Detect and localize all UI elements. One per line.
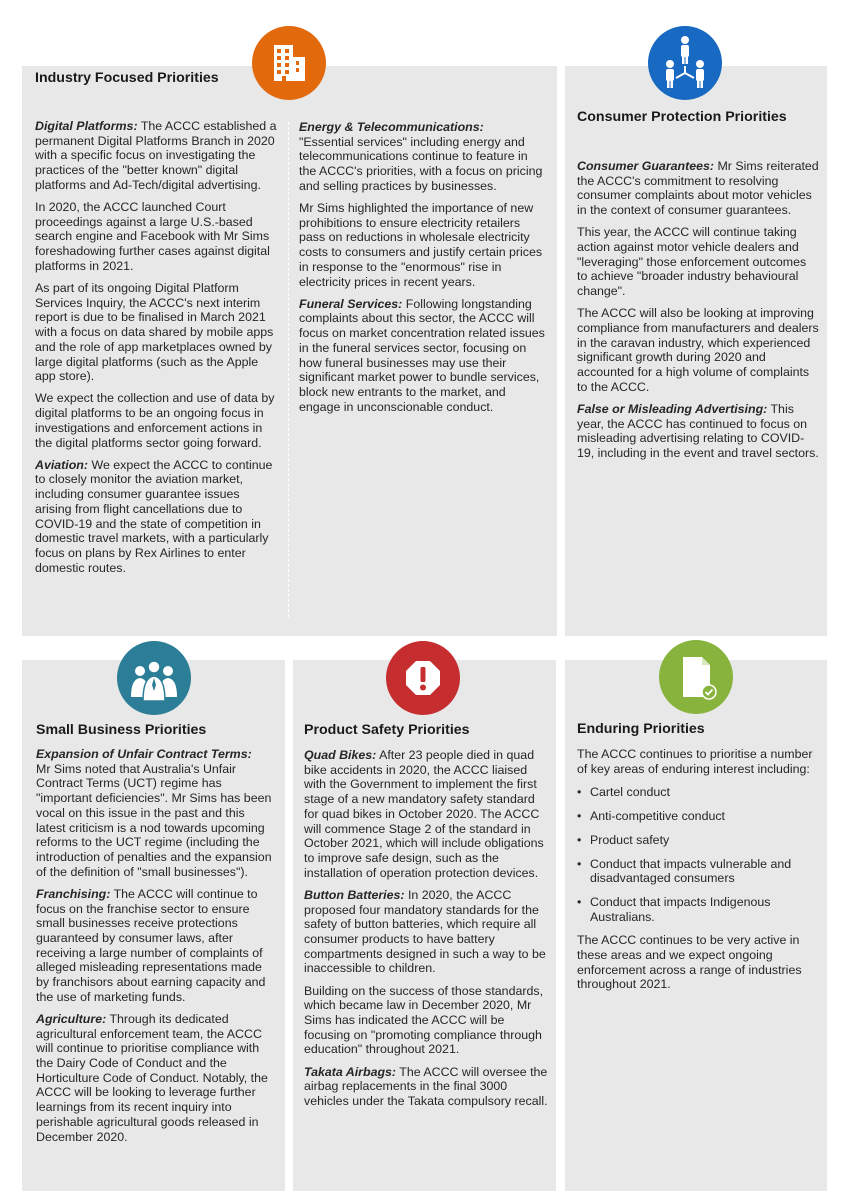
document-check-icon: [659, 640, 733, 714]
false-misleading-text: This year, the ACCC has continued to focus on misleading advertising relating to COVID-19, including in the event and travel sectors.: [577, 402, 819, 461]
button-batteries-paragraph: [304, 888, 548, 976]
consumer-guarantees-heading: Consumer Guarantees:: [577, 159, 715, 173]
uct-paragraph: [36, 747, 276, 879]
digital-platforms-paragraph-4: We expect the collection and use of data by digital platforms to be an ongoing focus in investigations and enforcement actions in the digital platforms sector going forward.: [35, 391, 275, 450]
industry-column-2: [299, 120, 545, 422]
quad-bikes-heading: Quad Bikes:: [304, 748, 377, 762]
digital-platforms-paragraph-3: As part of its ongoing Digital Platform Services Inquiry, the ACCC's next interim report is due to be finalised in March 2021 with a focus on data shared by mobile apps and the role of app marketplaces owned by large digital platforms (such as the Apple app store).: [35, 281, 274, 384]
aviation-heading: Aviation:: [35, 457, 89, 472]
takata-airbags-paragraph: [304, 1065, 548, 1109]
funeral-services-text: Following longstanding complaints about this sector, the ACCC will focus on market concentration related issues in the funeral services sector, focusing on how funeral businesses may use their significant market power to bundle services, block new entrants to the market, and engage in unconscionable conduct.: [299, 296, 545, 414]
aviation-paragraph: [35, 458, 277, 576]
consumer-column: [577, 159, 819, 468]
consumer-guarantees-paragraph: [577, 159, 819, 218]
enduring-outro: The ACCC continues to be very active in these areas and we expect ongoing enforcement across a range of industries throughout 2021.: [577, 933, 802, 992]
agriculture-heading: Agriculture:: [36, 1011, 107, 1026]
group-of-people-icon: [117, 641, 191, 715]
consumer-title: Consumer Protection Priorities: [577, 109, 787, 125]
quad-bikes-text: After 23 people died in quad bike accidents in 2020, the ACCC liaised with the Government to implement the first stage of a new mandatory safety standard for quad bikes in October 2020. The ACCC will commence Stage 2 of the standard in October 2021, which will include obligations to improve safe design, such as the installation of operation protection devices.: [304, 748, 544, 880]
list-item: • Conduct that impacts vulnerable and disadvantaged consumers: [577, 857, 819, 886]
button-batteries-paragraph-2: Building on the success of those standards, which became law in December 2020, Mr Sims has indicated the ACCC will be focusing on "promoting compliance through education" throughout 2021.: [304, 983, 544, 1057]
franchising-heading: Franchising:: [36, 886, 111, 901]
digital-platforms-heading: Digital Platforms:: [35, 119, 138, 133]
digital-platforms-text: The ACCC established a permanent Digital Platforms Branch in 2020 with a specific focus on investigating the practices of the "better known" digital platforms and Ad-Tech/digital advertising.: [35, 119, 277, 192]
energy-telecom-paragraph-2: Mr Sims highlighted the importance of new prohibitions to ensure electricity retailers pass on reductions in wholesale electricity costs to consumers and justify certain prices in response to the "enormous" rise in electricity prices in recent years.: [299, 201, 543, 289]
enduring-intro: The ACCC continues to prioritise a number of key areas of enduring interest including:: [577, 747, 813, 776]
false-misleading-heading: False or Misleading Advertising:: [577, 402, 768, 417]
button-batteries-heading: Button Batteries:: [304, 887, 405, 902]
people-network-icon: [648, 26, 722, 100]
takata-airbags-heading: Takata Airbags:: [304, 1064, 397, 1079]
energy-telecom-text: "Essential services" including energy and telecommunications continue to feature in the ACCC's priorities, with a focus on pricing and selling practices by businesses.: [299, 134, 543, 193]
digital-platforms-paragraph-2: In 2020, the ACCC launched Court proceedings against a large U.S.-based search engine and Facebook with Mr Sims foreshadowing further cases against digital platforms in 2021.: [35, 200, 270, 273]
list-item: • Conduct that impacts Indigenous Australians.: [577, 895, 819, 924]
energy-telecom-paragraph: [299, 120, 545, 194]
small-business-column: [36, 747, 276, 1152]
industry-column-1: [35, 119, 277, 583]
quad-bikes-paragraph: [304, 748, 548, 880]
aviation-text: We expect the ACCC to continue to closely monitor the aviation market, including consumer guarantee issues arising from flight cancellations due to COVID-19 and the state of competition in domestic travel markets, with a particularly focus on plans by Rex Airlines to enter domestic routes.: [35, 457, 273, 575]
funeral-services-heading: Funeral Services:: [299, 296, 403, 311]
agriculture-text: Through its dedicated agricultural enforcement team, the ACCC will continue to prioritise compliance with the Dairy Code of Conduct and the Horticulture Code of Conduct. Notably, the ACCC will be looking to leverage further learnings from its recent inquiry into perishable agricultural goods released in December 2020.: [36, 1011, 268, 1144]
franchising-paragraph: [36, 887, 276, 1005]
office-buildings-icon: [252, 26, 326, 100]
enduring-list: [577, 785, 819, 924]
agriculture-paragraph: [36, 1012, 276, 1144]
list-item: • Product safety: [577, 833, 819, 848]
enduring-title: Enduring Priorities: [577, 721, 705, 737]
consumer-guarantees-paragraph-3: The ACCC will also be looking at improving compliance from manufacturers and dealers in the caravan industry, which experienced significant growth during 2020 and accounted for a high volume of complaints to the ACCC.: [577, 306, 819, 394]
franchising-text: The ACCC will continue to focus on the franchise sector to ensure small businesses receive protections guaranteed by consumer laws, after receiving a large number of complaints of alleged misleading representations made by franchisors about earning capacity and the use of marketing funds.: [36, 886, 266, 1004]
button-batteries-text: In 2020, the ACCC proposed four mandatory standards for the safety of button batteries, which require all consumer products to have battery compartments designed in such a way to be inaccessible to children.: [304, 887, 546, 976]
small-business-title: Small Business Priorities: [36, 722, 207, 738]
consumer-guarantees-paragraph-2: This year, the ACCC will continue taking action against motor vehicle dealers and "leveraging" those enforcement outcomes to achieve "broader industry behavioural change".: [577, 225, 807, 299]
uct-text: Mr Sims noted that Australia's Unfair Contract Terms (UCT) regime has "important deficiencies". Mr Sims has been vocal on this issue in the past and this latest criticism is a nod towards upcoming reforms to the UCT regime (including the introduction of penalties and the expansion of the definition of "small businesses").: [36, 761, 272, 879]
column-divider: [288, 122, 290, 617]
takata-airbags-text: The ACCC will oversee the airbag replacements in the final 3000 vehicles under the Takata compulsory recall.: [304, 1064, 548, 1108]
false-misleading-paragraph: [577, 402, 819, 461]
enduring-column: [577, 747, 819, 1000]
product-safety-column: [304, 748, 548, 1116]
list-item: • Anti-competitive conduct: [577, 809, 819, 824]
industry-title: Industry Focused Priorities: [35, 70, 219, 86]
list-item: • Cartel conduct: [577, 785, 819, 800]
digital-platforms-paragraph: [35, 119, 277, 193]
consumer-guarantees-text: Mr Sims reiterated the ACCC's commitment to resolving consumer complaints about motor vehicles in the context of consumer guarantees.: [577, 159, 819, 218]
funeral-services-paragraph: [299, 297, 545, 415]
energy-telecom-heading: Energy & Telecommunications:: [299, 120, 484, 134]
product-safety-title: Product Safety Priorities: [304, 722, 470, 738]
uct-heading: Expansion of Unfair Contract Terms:: [36, 747, 252, 761]
warning-exclamation-icon: [386, 641, 460, 715]
